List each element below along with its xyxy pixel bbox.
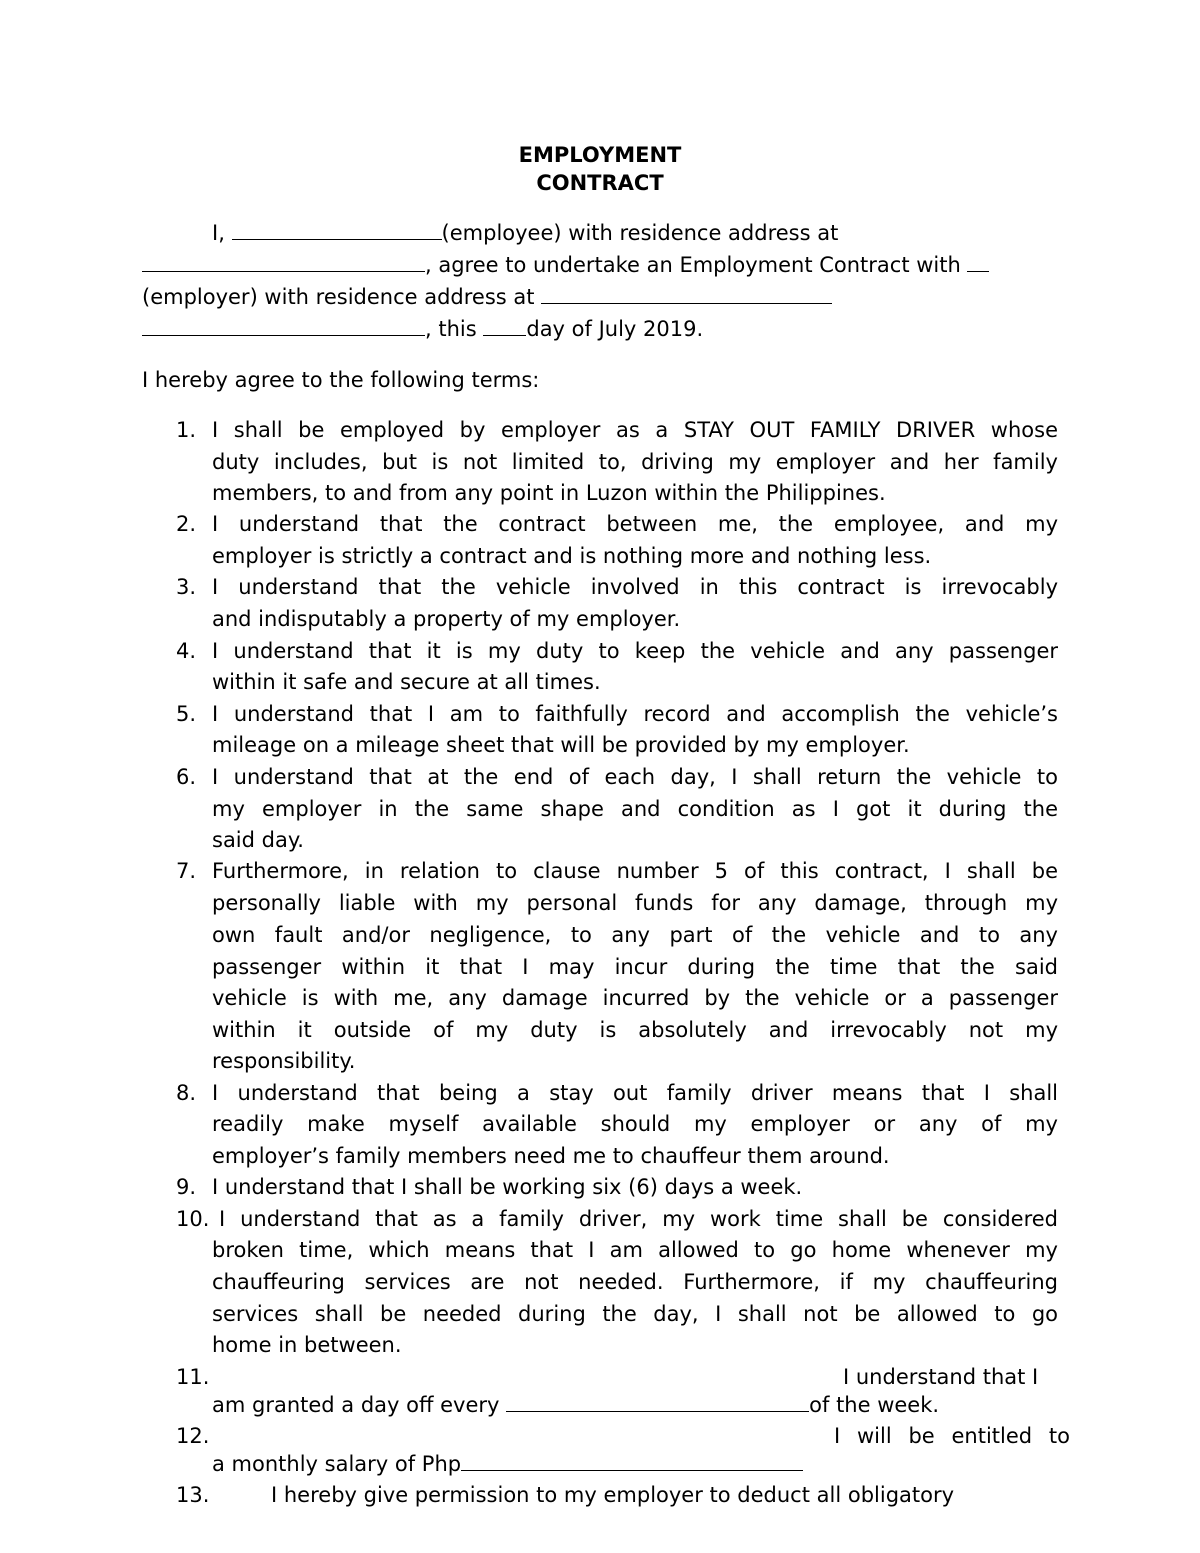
item-number: 5.	[176, 702, 197, 726]
item-line: and indisputably a property of my employer.	[212, 607, 681, 631]
item-line: I understand that I am to faithfully record and accomplish the vehicle’s	[212, 702, 1058, 726]
item-line: said day.	[212, 828, 304, 852]
item-line: responsibility.	[212, 1049, 356, 1073]
item-line: members, to and from any point in Luzon within the Philippines.	[212, 481, 886, 505]
intro-text: (employee) with residence address at	[441, 221, 839, 245]
item-line: I understand that as a family driver, my work time shall be considered	[219, 1207, 1058, 1231]
intro-text: , agree to undertake an Employment Contract with	[425, 253, 968, 277]
item-line: broken time, which means that I am allowed to go home whenever my	[212, 1238, 1058, 1262]
item-number: 7.	[176, 859, 197, 883]
item-line: my employer in the same shape and condition as I got it during the	[212, 797, 1058, 821]
item-line: I understand that being a stay out family driver means that I shall	[212, 1081, 1058, 1105]
intro-text: day of July 2019.	[526, 317, 704, 341]
item-line: personally liable with my personal funds for any damage, through my	[212, 891, 1058, 915]
item-line: I understand that the contract between me, the employee, and my	[212, 512, 1058, 536]
item-line: chauffeuring services are not needed. Furthermore, if my chauffeuring	[212, 1270, 1058, 1294]
salary-blank	[461, 1452, 803, 1471]
item-line: I will be entitled to	[834, 1424, 1070, 1448]
item-line: services shall be needed during the day, I shall not be allowed to go	[212, 1302, 1058, 1326]
item-number: 1.	[176, 418, 197, 442]
intro-line-3	[142, 283, 832, 311]
item-line: I understand that the vehicle involved in this contract is irrevocably	[212, 575, 1058, 599]
item-line: readily make myself available should my employer or any of my	[212, 1112, 1058, 1136]
title-line-2: CONTRACT	[536, 171, 664, 195]
intro-text: , this	[425, 317, 484, 341]
item-number: 8.	[176, 1081, 197, 1105]
item-line: I understand that at the end of each day, I shall return the vehicle to	[212, 765, 1058, 789]
intro-line-1	[212, 219, 838, 247]
item-line: I understand that I shall be working six (6) days a week.	[212, 1175, 803, 1199]
item-text: am granted a day off every	[212, 1393, 507, 1417]
day-off-blank	[506, 1393, 809, 1412]
item-number: 4.	[176, 639, 197, 663]
title-line-1: EMPLOYMENT	[518, 143, 682, 167]
item-number: 6.	[176, 765, 197, 789]
employer-address-blank	[541, 285, 832, 304]
item-line: within it outside of my duty is absolutely and irrevocably not my	[212, 1018, 1058, 1042]
employer-address-blank-2	[142, 317, 425, 336]
item-line: I hereby give permission to my employer to deduct all obligatory	[271, 1483, 955, 1507]
item-line: passenger within it that I may incur during the time that the said	[212, 955, 1058, 979]
employee-name-blank	[232, 221, 442, 240]
item-line: within it safe and secure at all times.	[212, 670, 601, 694]
item-line: vehicle is with me, any damage incurred by the vehicle or a passenger	[212, 986, 1058, 1010]
item-number: 13.	[176, 1483, 210, 1507]
item-line: mileage on a mileage sheet that will be provided by my employer.	[212, 733, 910, 757]
item-line: home in between.	[212, 1333, 402, 1357]
intro-text: I,	[212, 221, 232, 245]
item-line: employer is strictly a contract and is nothing more and nothing less.	[212, 544, 932, 568]
intro-text: (employer) with residence address at	[142, 285, 542, 309]
item-line-with-blank	[212, 1391, 939, 1419]
item-number: 10.	[176, 1207, 210, 1231]
item-number: 3.	[176, 575, 197, 599]
intro-line-2	[142, 251, 989, 279]
employer-name-blank	[967, 253, 989, 272]
item-number: 11.	[176, 1365, 210, 1389]
item-line-with-blank	[212, 1450, 803, 1478]
terms-intro: I hereby agree to the following terms:	[142, 368, 540, 392]
item-number: 12.	[176, 1424, 210, 1448]
intro-line-4	[142, 315, 703, 343]
item-text: of the week.	[809, 1393, 940, 1417]
item-line: own fault and/or negligence, to any part of the vehicle and to any	[212, 923, 1058, 947]
item-number: 9.	[176, 1175, 197, 1199]
employee-address-blank	[142, 253, 425, 272]
item-line: I understand that I	[843, 1365, 1039, 1389]
item-line: Furthermore, in relation to clause number 5 of this contract, I shall be	[212, 859, 1058, 883]
item-line: employer’s family members need me to chauffeur them around.	[212, 1144, 890, 1168]
item-number: 2.	[176, 512, 197, 536]
item-line: I shall be employed by employer as a STAY OUT FAMILY DRIVER whose	[212, 418, 1058, 442]
day-blank	[483, 317, 526, 336]
item-text: a monthly salary of Php	[212, 1452, 462, 1476]
item-line: duty includes, but is not limited to, driving my employer and her family	[212, 450, 1058, 474]
item-line: I understand that it is my duty to keep the vehicle and any passenger	[212, 639, 1058, 663]
